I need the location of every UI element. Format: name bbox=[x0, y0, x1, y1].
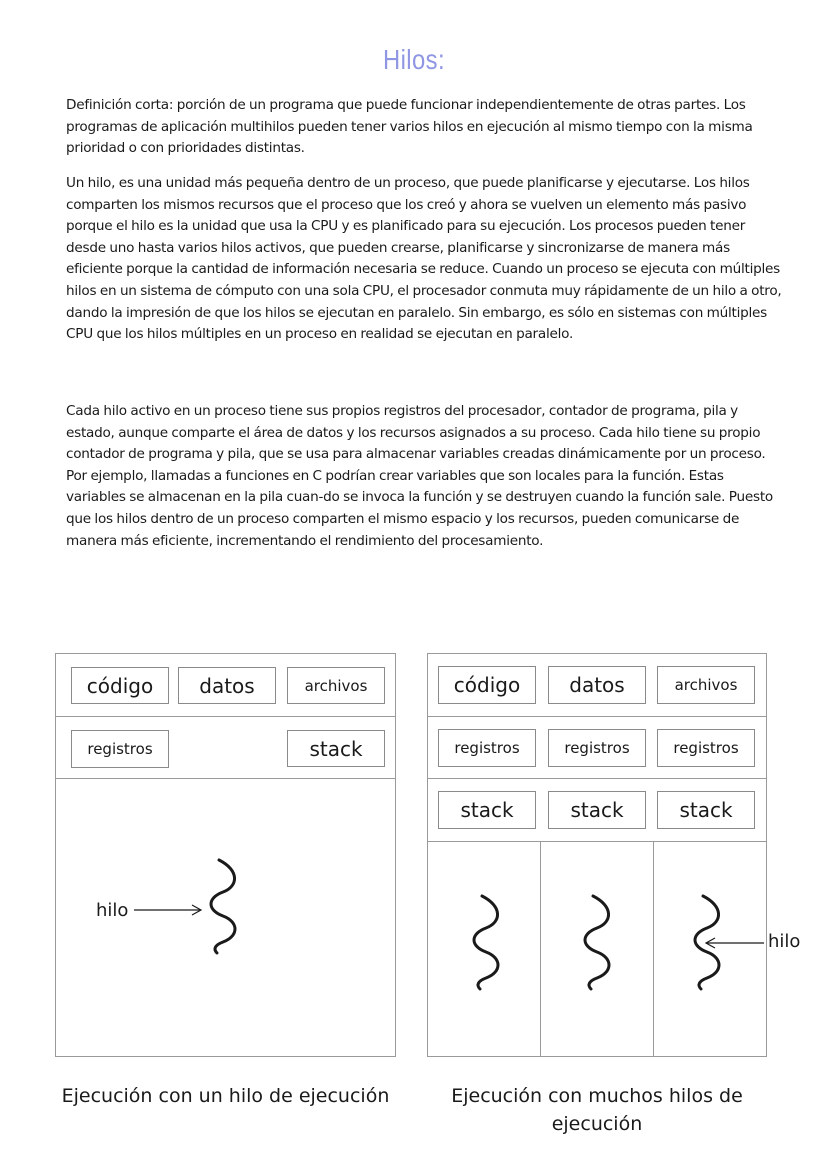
datos-box: datos bbox=[178, 667, 276, 704]
registros-box: registros bbox=[657, 729, 755, 767]
datos-box: datos bbox=[548, 666, 646, 704]
thread-wave-icon bbox=[466, 892, 506, 992]
divider bbox=[428, 778, 766, 779]
single-thread-process-diagram bbox=[55, 653, 396, 1057]
paragraph-thread-resources bbox=[66, 401, 782, 552]
multi-thread-caption: Ejecución con muchos hilos de ejecución bbox=[451, 1085, 743, 1135]
multi-thread-process-diagram bbox=[427, 653, 767, 1057]
codigo-box: código bbox=[438, 666, 536, 704]
divider bbox=[653, 841, 654, 1056]
divider bbox=[428, 716, 766, 717]
stack-box: stack bbox=[657, 791, 755, 829]
paragraph-text: Definición corta: porción de un programa que puede funcionar independientemente de otras partes. Los programas de aplicación multihilos pueden tener varios hilos en ejecución al mismo tiempo con la misma prioridad o con prioridades distintas. bbox=[66, 97, 753, 157]
divider bbox=[56, 778, 395, 779]
arrow-left-icon bbox=[704, 935, 768, 951]
thread-wave-icon bbox=[203, 856, 243, 956]
archivos-box: archivos bbox=[287, 667, 385, 704]
paragraph-definition bbox=[66, 95, 782, 160]
stack-box: stack bbox=[548, 791, 646, 829]
hilo-label: hilo bbox=[768, 931, 801, 952]
arrow-right-icon bbox=[132, 902, 204, 918]
registros-box: registros bbox=[71, 730, 169, 768]
single-thread-caption: Ejecución con un hilo de ejecución bbox=[61, 1085, 390, 1107]
codigo-box: código bbox=[71, 667, 169, 704]
thread-wave-icon bbox=[577, 892, 617, 992]
archivos-box: archivos bbox=[657, 666, 755, 704]
registros-box: registros bbox=[438, 729, 536, 767]
divider bbox=[428, 841, 766, 842]
page-title: Hilos: bbox=[382, 44, 446, 75]
hilo-label: hilo bbox=[96, 900, 129, 921]
paragraph-thread-description bbox=[66, 173, 782, 346]
stack-box: stack bbox=[438, 791, 536, 829]
paragraph-text: Un hilo, es una unidad más pequeña dentro de un proceso, que puede planificarse y ejecutarse. Los hilos comparten los mismos recursos que el proceso que los creó y ahora se vuelven un elemento más pasivo porque el hilo es la unidad que usa la CPU y es planificado para su ejecución. Los procesos pueden tener desde uno hasta varios hilos activos, que pueden crearse, planificarse y sincronizarse de manera más eficiente porque la cantidad de información necesaria se reduce. Cuando un proceso se ejecuta con múltiples hilos en un sistema de cómputo con una sola CPU, el procesador conmuta muy rápidamente de un hilo a otro, dando la impresión de que los hilos se ejecutan en paralelo. Sin embargo, es sólo en sistemas con múltiples CPU que los hilos múltiples en un proceso en realidad se ejecutan en paralelo. bbox=[66, 175, 782, 343]
divider bbox=[56, 716, 395, 717]
registros-box: registros bbox=[548, 729, 646, 767]
divider bbox=[540, 841, 541, 1056]
stack-box: stack bbox=[287, 730, 385, 767]
paragraph-text: Cada hilo activo en un proceso tiene sus propios registros del procesador, contador de programa, pila y estado, aunque comparte el área de datos y los recursos asignados a su proceso. Cada hilo tiene su propio contador de programa y pila, que se usa para almacenar variables creadas dinámicamente por un proceso. Por ejemplo, llamadas a funciones en C podrían crear variables que son locales para la función. Estas variables se almacenan en la pila cuan-do se invoca la función y se destruyen cuando la función sale. Puesto que los hilos dentro de un proceso comparten el mismo espacio y los recursos, pueden comunicarse de manera más eficiente, incrementando el rendimiento del procesamiento. bbox=[66, 403, 773, 549]
